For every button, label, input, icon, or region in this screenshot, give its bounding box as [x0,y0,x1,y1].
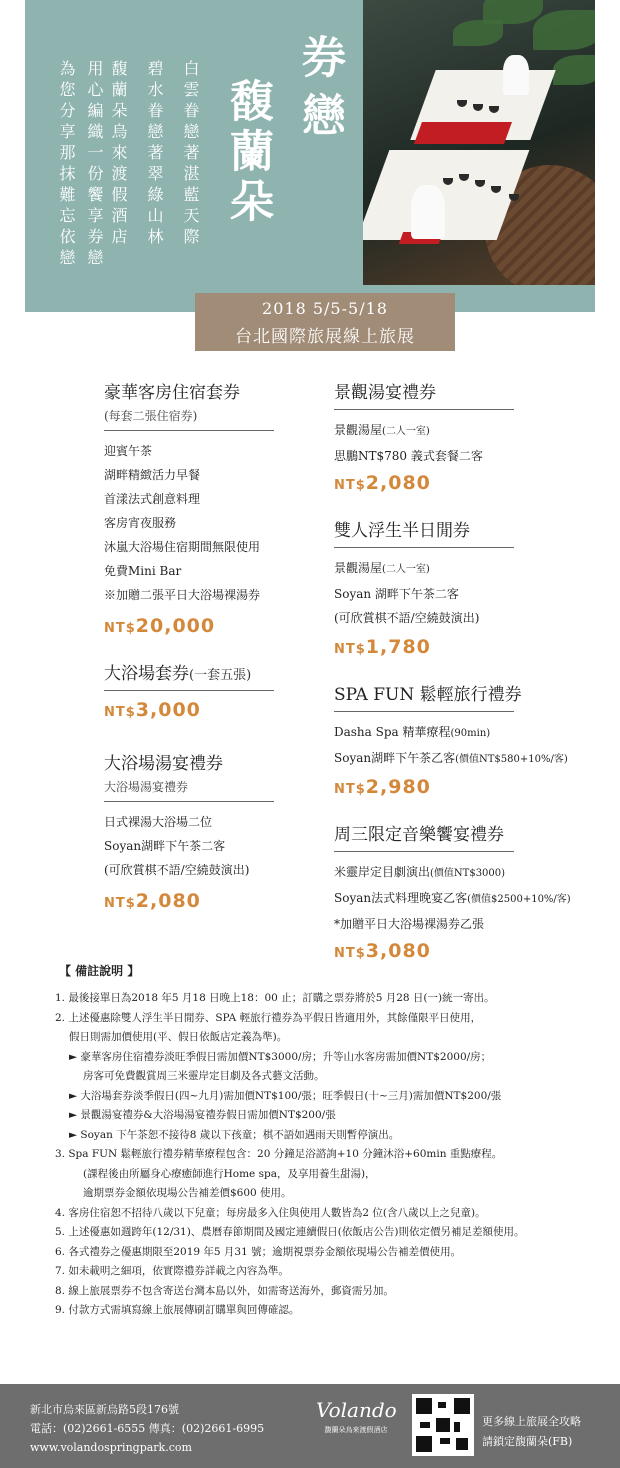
note-line: (課程後由所屬身心療癒師進行Home spa，及享用養生甜湯)， [83,1167,376,1180]
note-line: ► 景觀湯宴禮券&大浴場湯宴禮券假日需加價NT$200/張 [69,1109,336,1121]
pkg7-title: 周三限定音樂饗宴禮券 [334,825,504,845]
pkg2-price: NT$3,000 [104,699,201,721]
cta-line-2: 請鎖定馥蘭朵(FB) [482,1435,573,1448]
poem-col-1: 白雲眷戀著湛藍天際 [181,60,200,249]
logo-script: Volando [316,1398,397,1422]
pkg7-item: Soyan法式料理晚宴乙客(價值$2500+10%/客) [334,891,571,905]
pkg6-item: Soyan湖畔下午茶乙客(價值NT$580+10%/客) [334,751,568,765]
divider [334,711,514,712]
contact-info [30,1400,264,1457]
hotel-photo [363,0,595,285]
pkg4-item: 思鵬NT$780 義式套餐二客 [334,449,483,463]
pkg1-item: 沐嵐大浴場住宿期間無限使用 [104,540,261,554]
pkg4-price: NT$2,080 [334,472,431,494]
note-line: 3. Spa FUN 鬆輕旅行禮券精華療程包含：20 分鐘足浴諮詢+10 分鐘沐浴+60min 重點療程。 [55,1148,503,1160]
divider [334,851,514,852]
pkg2-title: 大浴場套券 [104,664,189,684]
title-right: 戀 [294,92,345,142]
divider [334,547,514,548]
note-line: 逾期票券金額依現場公告補差價$600 使用。 [83,1187,292,1199]
pkg4-title: 景觀湯宴禮券 [334,383,436,403]
pkg6-price: NT$2,980 [334,776,431,798]
note-line: ► 豪華客房住宿禮券淡旺季假日需加價NT$3000/房；升等山水客房需加價NT$2000/房； [69,1050,492,1063]
hero-banner [25,0,595,312]
notes-title: 【 備註說明 】 [59,964,140,978]
hotel-logo [316,1398,396,1435]
note-line: 1. 最後接單日為2018 年5 月18 日晚上18：00 止；訂購之票券將於5 月28 日(一)統一寄出。 [55,992,495,1004]
website-link[interactable]: www.volandospringpark.com [30,1441,192,1454]
note-line: ► 大浴場套券淡季假日(四~九月)需加價NT$100/張；旺季假日(十~三月)需加價NT$200/張 [69,1089,502,1102]
pkg1-item: 湖畔精緻活力早餐 [104,468,201,482]
divider [104,801,274,802]
qr-code-icon[interactable] [412,1394,474,1456]
pkg5-price: NT$1,780 [334,636,431,658]
note-line: 6. 各式禮券之優惠期限至2019 年5 月31 號；逾期視票券金額依現場公告補差價使用。 [55,1245,462,1258]
logo-cn: 馥蘭朵烏來渡假酒店 [324,1426,388,1434]
note-line: 8. 線上旅展票券不包含寄送台灣本島以外，如需寄送海外，郵資需另加。 [55,1284,394,1297]
pkg1-item: ※加贈二張平日大浴場裸湯券 [104,588,261,602]
pkg2-note: (一套五張) [189,668,252,683]
cta-line-1: 更多線上旅展全攻略 [482,1415,581,1428]
note-line: 4. 客房住宿恕不招待八歲以下兒童；每房最多入住與使用人數皆為2 位(含八歲以上之兒童)。 [55,1206,486,1219]
pkg7-item: 米靈岸定目劇演出(價值NT$3000) [334,865,506,879]
title-top: 券 [294,34,345,84]
poem-col-5: 為您分享那抹難忘依戀 [57,60,76,270]
divider [104,690,274,691]
pkg3-item: (可欣賞棋不語/空繞鼓演出) [104,863,250,877]
poem-col-2: 碧水眷戀著翠綠山林 [145,60,164,249]
pkg7-price: NT$3,080 [334,940,431,962]
left-column [104,378,274,912]
pkg1-item: 首漾法式創意料理 [104,492,201,506]
address: 新北市烏來區新烏路5段176號 [30,1403,179,1416]
fb-cta [482,1412,581,1452]
note-line: 7. 如未載明之細項，依實際禮券詳載之內容為準。 [55,1265,289,1277]
pkg5-item: (可欣賞棋不語/空繞鼓演出) [334,611,480,625]
pkg1-item: 迎賓午茶 [104,444,153,458]
poem-col-3: 馥蘭朵烏來渡假酒店 [109,60,128,249]
pkg6-title: SPA FUN 鬆輕旅行禮券 [334,685,522,705]
right-column [334,378,574,962]
pkg4-item: 景觀湯屋(二人一室) [334,423,430,437]
note-line: 房客可免費觀賞周三米靈岸定目劇及各式藝文活動。 [83,1070,325,1082]
divider [104,430,274,431]
pkg3-subtitle: 大浴場湯宴禮券 [104,780,189,794]
note-line: 5. 上述優惠如週跨年(12/31)、農曆春節期間及國定連續假日(依飯店公告)則依定價另補足差額使用。 [55,1226,525,1238]
pkg1-price: NT$20,000 [104,615,216,637]
pkg1-title: 豪華客房住宿套券 [104,383,240,403]
event-date: 2018 5/5-5/18 [262,299,388,318]
pkg5-title: 雙人浮生半日閒券 [334,521,470,541]
pkg3-price: NT$2,080 [104,890,201,912]
pkg3-item: Soyan湖畔下午茶二客 [104,839,226,853]
pkg5-item: 景觀湯屋(二人一室) [334,561,430,575]
pkg1-item: 免費Mini Bar [104,564,182,578]
poem-col-4: 用心編織一份饗享券戀 [85,60,104,270]
pkg1-subtitle: (每套二張住宿券) [104,409,198,423]
pkg3-title: 大浴場湯宴禮券 [104,754,223,774]
note-line: 假日則需加價使用(平、假日依飯店定義為準)。 [69,1031,288,1043]
footer [0,1384,620,1468]
pkg1-item: 客房宵夜服務 [104,516,177,530]
notes-section [55,962,575,1321]
note-line: 2. 上述優惠除雙人浮生半日閒券、SPA 輕旅行禮券為平假日皆適用外，其餘僅限平日使用， [55,1011,482,1024]
pkg3-item: 日式裸湯大浴場二位 [104,815,213,829]
pkg6-item: Dasha Spa 精華療程(90min) [334,725,491,739]
note-line: ► Soyan 下午茶恕不接待8 歲以下孩童；棋不語如遇雨天則暫停演出。 [69,1128,400,1141]
date-banner [195,293,455,351]
divider [334,409,514,410]
note-line: 9. 付款方式需填寫線上旅展傳刷訂購單與回傳確認。 [55,1304,300,1316]
pkg5-item: Soyan 湖畔下午茶二客 [334,587,459,601]
page-title: 馥蘭朵 [222,78,273,228]
event-name: 台北國際旅展線上旅展 [235,327,415,347]
pkg7-item: *加贈平日大浴場裸湯券乙張 [334,917,485,931]
phone-fax: 電話：(02)2661-6555 傳真：(02)2661-6995 [30,1422,265,1435]
